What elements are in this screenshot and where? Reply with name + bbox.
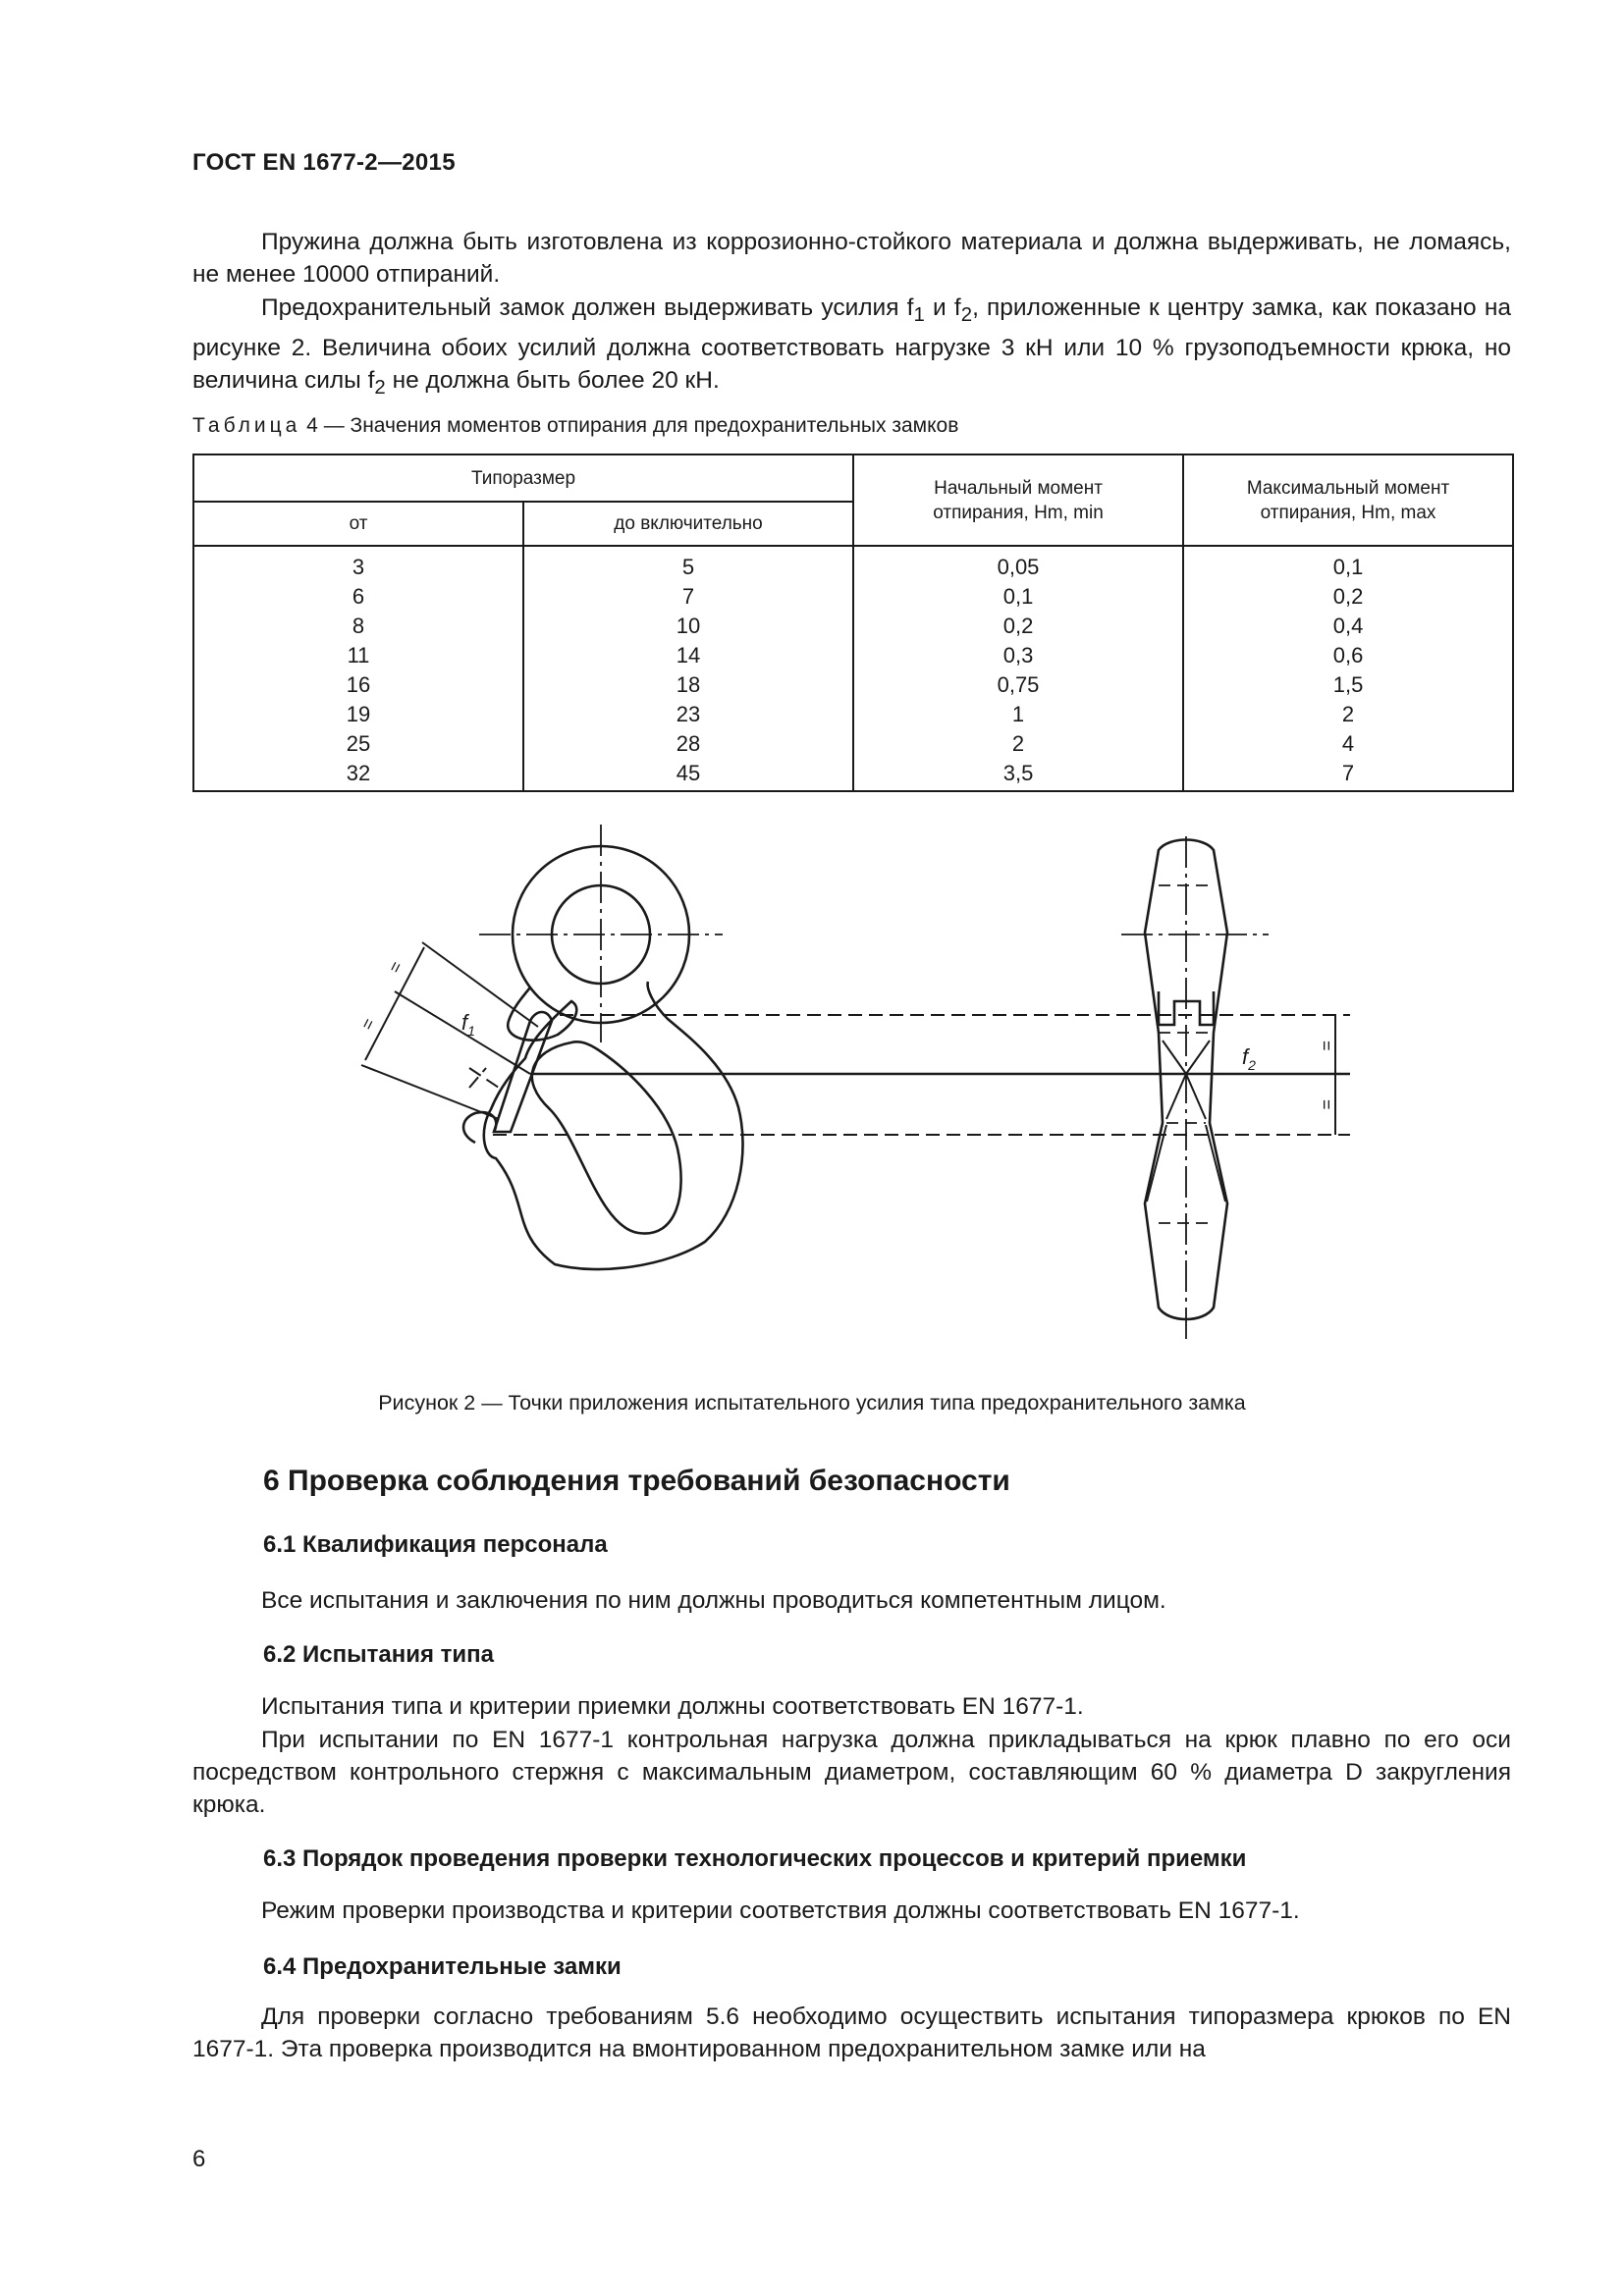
section-6-3-text: Режим проверки производства и критерии соответствия должны соответствовать EN 1677-1.	[261, 1897, 1300, 1924]
table-row: 32 45 3,5 7	[193, 759, 1513, 791]
section-6-2-text-1: Испытания типа и критерии приемки должны соответствовать EN 1677-1.	[261, 1693, 1084, 1720]
table-caption-text: 4 — Значения моментов отпирания для предохранительных замков	[300, 414, 959, 437]
header-from: от	[193, 502, 523, 546]
section-6-2-title: 6.2 Испытания типа	[263, 1641, 494, 1668]
equal-mark: =	[1317, 1041, 1336, 1051]
table-caption-label: Таблица	[192, 414, 301, 437]
table-row: 6 7 0,1 0,2	[193, 582, 1513, 612]
label-f2: $f_2$	[1242, 1044, 1256, 1073]
header-size: Типоразмер	[193, 454, 853, 502]
table-row: 8 10 0,2 0,4	[193, 612, 1513, 641]
table-row: 3 5 0,05 0,1	[193, 546, 1513, 582]
section-6-3-title: 6.3 Порядок проведения проверки технологических процессов и критерий приемки	[263, 1845, 1247, 1872]
equal-mark: =	[356, 1014, 380, 1034]
figure-caption: Рисунок 2 — Точки приложения испытательного усилия типа предохранительного замка	[378, 1391, 1246, 1415]
section-6-4-title: 6.4 Предохранительные замки	[263, 1953, 622, 1980]
header-max-moment: Максимальный момент отпирания, Hm, max	[1183, 454, 1513, 546]
section-6-4-text: Для проверки согласно требованиям 5.6 необходимо осуществить испытания типоразмера крюков по EN 1677-1. Эта проверка производится на вмонтированном предохранительном замке или на	[192, 2003, 1511, 2062]
table-row: 11 14 0,3 0,6	[193, 641, 1513, 670]
equal-mark: =	[1317, 1099, 1336, 1110]
equal-mark: =	[384, 957, 407, 977]
paragraph-spring-text: Пружина должна быть изготовлена из коррозионно-стойкого материала и должна выдерживать, не ломаясь, не менее 10000 отпираний.	[192, 229, 1511, 288]
header-start-moment: Начальный момент отпирания, Hm, min	[853, 454, 1183, 546]
label-f1: $f_1$	[461, 1010, 475, 1039]
table-row: 25 28 2 4	[193, 729, 1513, 759]
hook-throat-outline	[532, 1041, 681, 1233]
table-row: 16 18 0,75 1,5	[193, 670, 1513, 700]
section-6-2-text-2: При испытании по EN 1677-1 контрольная нагрузка должна прикладываться на крюк плавно по его оси посредством контрольного стержня с максимальным диаметром, составляющим 60 % диаметра D закругления крюка.	[192, 1727, 1511, 1818]
paragraph-lock-forces: Предохранительный замок должен выдерживать усилия $f_1$ и $f_2$, приложенные к центру замка, как показано на рисунке 2. Величина обоих усилий должна соответствовать нагрузке 3 кН или 10 % грузоподъемности крюка, но величина силы $f_2$ не должна быть более 20 кН.	[192, 294, 1512, 399]
page-number: 6	[192, 2146, 206, 2172]
hook-body-outline	[484, 982, 743, 1269]
header-to: до включительно	[523, 502, 853, 546]
table-row: 19 23 1 2	[193, 700, 1513, 729]
section-6-1-text: Все испытания и заключения по ним должны проводиться компетентным лицом.	[261, 1587, 1166, 1614]
document-header: ГОСТ EN 1677-2—2015	[192, 149, 456, 176]
section-6-title: 6 Проверка соблюдения требований безопасности	[263, 1465, 1010, 1497]
section-6-1-title: 6.1 Квалификация персонала	[263, 1531, 608, 1558]
